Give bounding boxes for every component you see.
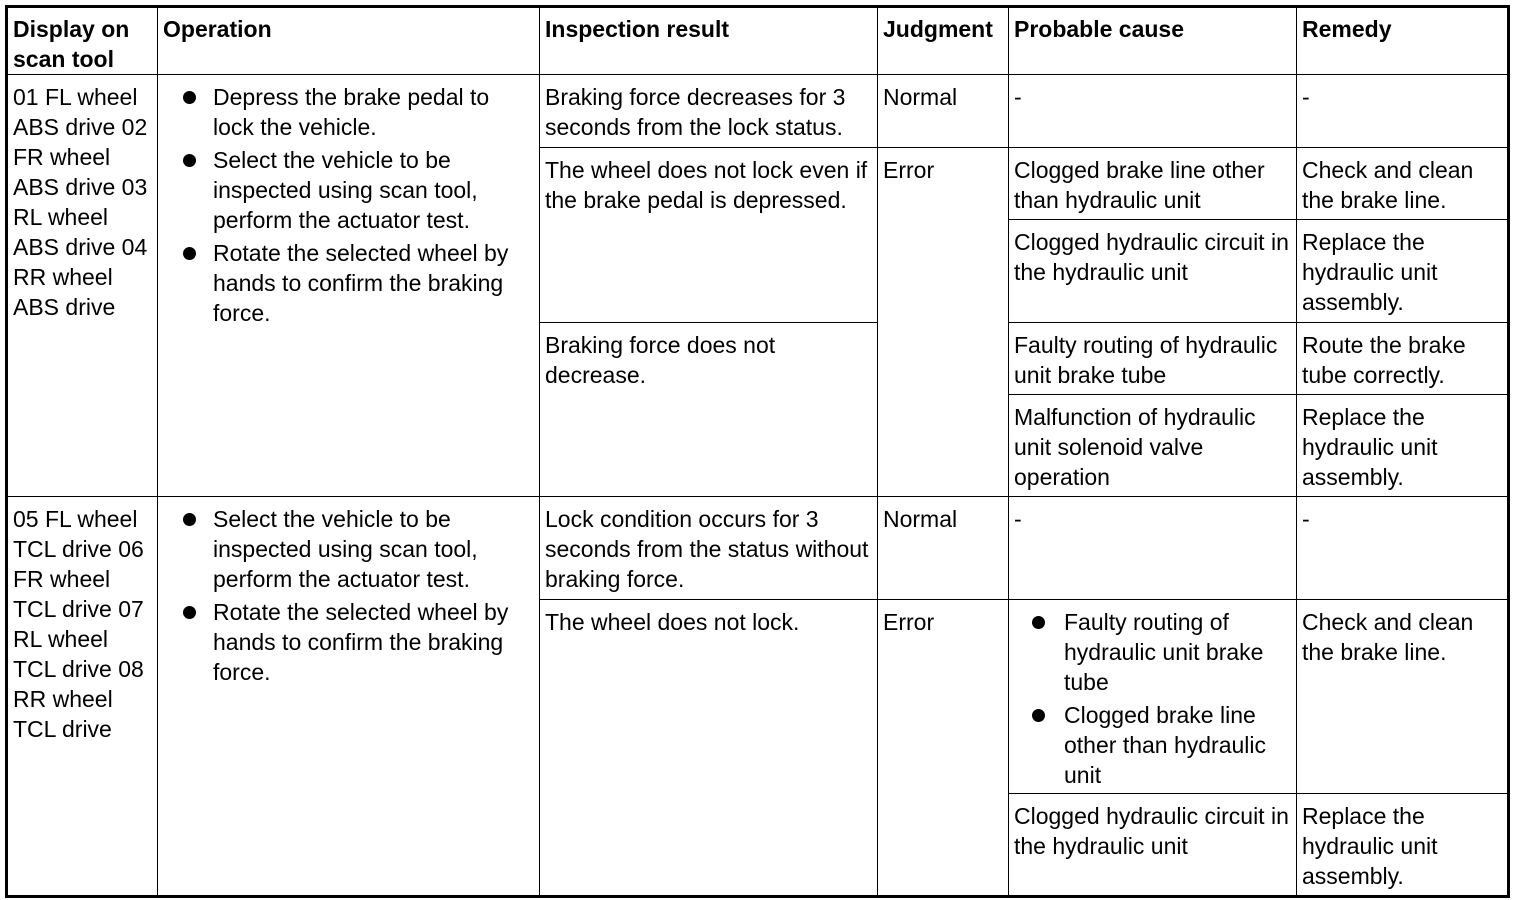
tcl-operation-list (163, 504, 534, 687)
abs-normal-judgment: Normal (878, 75, 1009, 148)
abs-operation-cell (158, 75, 540, 497)
tcl-error-judgment: Error (878, 600, 1009, 897)
tcl-cause-1 (1009, 600, 1297, 794)
bullet-icon (183, 247, 196, 260)
abs-nodecrease-inspection: Braking force does not decrease. (540, 323, 878, 497)
abs-remedy-4: Replace the hydraulic unit assembly. (1297, 395, 1509, 497)
abs-cause-3: Faulty routing of hydraulic unit brake tube (1009, 323, 1297, 395)
bullet-icon (1032, 709, 1045, 722)
table-row (7, 497, 1509, 600)
tcl-normal-cause: - (1009, 497, 1297, 600)
abs-cause-1: Clogged brake line other than hydraulic unit (1009, 148, 1297, 220)
tcl-normal-judgment: Normal (878, 497, 1009, 600)
abs-nolock-inspection: The wheel does not lock even if the brake pedal is depressed. (540, 148, 878, 323)
tcl-cause-2: Clogged hydraulic circuit in the hydraulic unit (1009, 794, 1297, 897)
tcl-error-inspection: The wheel does not lock. (540, 600, 878, 897)
header-cause: Probable cause (1009, 7, 1297, 75)
abs-cause-4: Malfunction of hydraulic unit solenoid valve operation (1009, 395, 1297, 497)
bullet-icon (183, 154, 196, 167)
bullet-icon (1032, 616, 1045, 629)
abs-error-judgment: Error (878, 148, 1009, 497)
bullet-icon (183, 606, 196, 619)
header-judgment: Judgment (878, 7, 1009, 75)
tcl-display-cell: 05 FL wheel TCL drive 06 FR wheel TCL drive 07 RL wheel TCL drive 08 RR wheel TCL drive (7, 497, 158, 897)
header-operation: Operation (158, 7, 540, 75)
abs-normal-inspection: Braking force decreases for 3 seconds from the lock status. (540, 75, 878, 148)
abs-normal-cause: - (1009, 75, 1297, 148)
list-item: Select the vehicle to be inspected using scan tool, perform the actuator test. (163, 504, 534, 594)
diagnosis-table (5, 5, 1510, 898)
header-remedy: Remedy (1297, 7, 1509, 75)
abs-normal-remedy: - (1297, 75, 1509, 148)
table-row (7, 75, 1509, 148)
header-display: Display on scan tool (7, 7, 158, 75)
bullet-icon (183, 513, 196, 526)
list-item: Clogged brake line other than hydraulic unit (1014, 700, 1291, 790)
header-inspection: Inspection result (540, 7, 878, 75)
abs-operation-list (163, 82, 534, 328)
abs-remedy-3: Route the brake tube correctly. (1297, 323, 1509, 395)
header-row (7, 7, 1509, 75)
list-item: Select the vehicle to be inspected using scan tool, perform the actuator test. (163, 145, 534, 235)
tcl-remedy-2: Replace the hydraulic unit assembly. (1297, 794, 1509, 897)
abs-cause-2: Clogged hydraulic circuit in the hydraulic unit (1009, 220, 1297, 323)
list-item: Faulty routing of hydraulic unit brake tube (1014, 607, 1291, 697)
abs-display-cell: 01 FL wheel ABS drive 02 FR wheel ABS drive 03 RL wheel ABS drive 04 RR wheel ABS drive (7, 75, 158, 497)
tcl-operation-cell (158, 497, 540, 897)
bullet-icon (183, 91, 196, 104)
tcl-normal-remedy: - (1297, 497, 1509, 600)
tcl-cause-list (1014, 607, 1291, 790)
tcl-normal-inspection: Lock condition occurs for 3 seconds from the status without braking force. (540, 497, 878, 600)
abs-remedy-1: Check and clean the brake line. (1297, 148, 1509, 220)
abs-remedy-2: Replace the hydraulic unit assembly. (1297, 220, 1509, 323)
list-item: Rotate the selected wheel by hands to confirm the braking force. (163, 238, 534, 328)
list-item: Depress the brake pedal to lock the vehicle. (163, 82, 534, 142)
tcl-remedy-1: Check and clean the brake line. (1297, 600, 1509, 794)
list-item: Rotate the selected wheel by hands to confirm the braking force. (163, 597, 534, 687)
